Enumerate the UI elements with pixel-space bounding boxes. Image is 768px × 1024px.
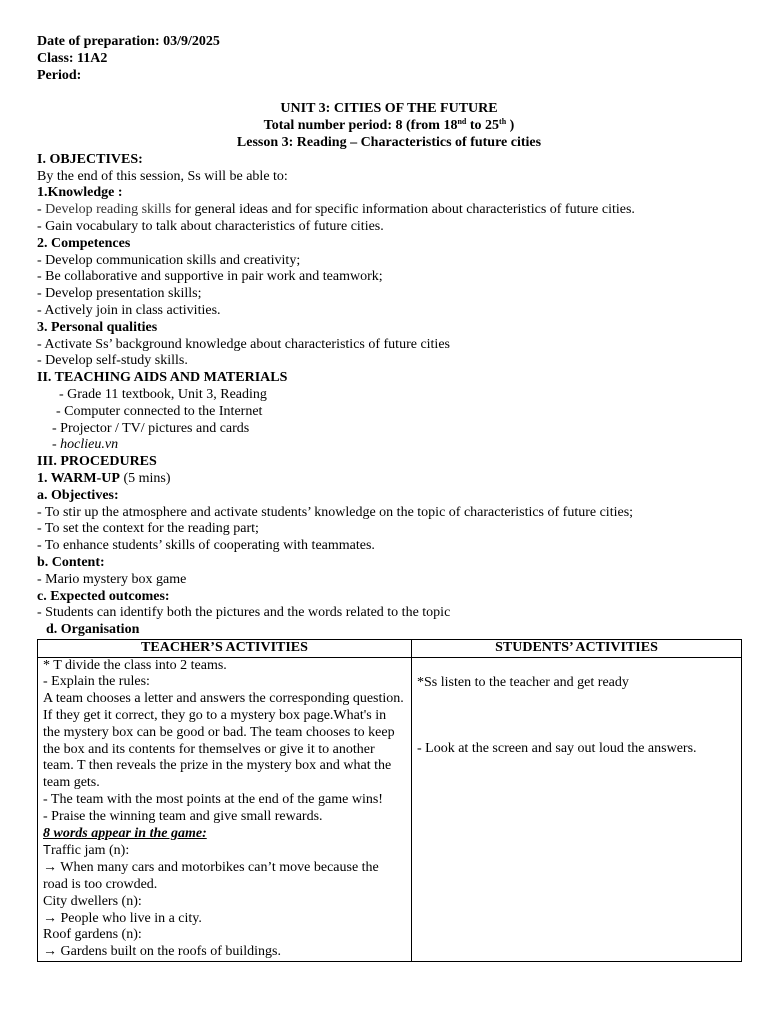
- students-activities-header: STUDENTS’ ACTIVITIES: [412, 639, 742, 657]
- teacher-activities-header: TEACHER’S ACTIVITIES: [38, 639, 412, 657]
- organisation-heading: d. Organisation: [46, 622, 140, 638]
- objectives-heading: I. OBJECTIVES:: [37, 151, 143, 167]
- competences-heading: 2. Competences: [37, 235, 131, 251]
- period-label: Period:: [37, 67, 82, 83]
- teacher-step: - The team with the most points at the end of the game wins!: [43, 792, 383, 808]
- total-periods: Total number period: 8 (from 18nd to 25th ): [263, 117, 515, 134]
- outcomes-heading: c. Expected outcomes:: [37, 588, 170, 604]
- class-label: Class: 11A2: [37, 50, 108, 66]
- preparation-date: Date of preparation: 03/9/2025: [37, 34, 220, 49]
- word-definition: → When many cars and motorbikes can’t move because the road is too crowded.: [43, 860, 379, 893]
- procedures-heading: III. PROCEDURES: [37, 454, 157, 470]
- teacher-step: * T divide the class into 2 teams.: [43, 657, 227, 673]
- content-heading: b. Content:: [37, 554, 105, 570]
- table-header-row: [38, 639, 742, 657]
- warmup-objective: - To enhance students’ skills of cooperating with teammates.: [37, 538, 375, 554]
- lesson-plan-page: [37, 34, 741, 962]
- warmup-objective: - To set the context for the reading part;: [37, 521, 259, 537]
- warmup-heading: 1. WARM-UP (5 mins): [37, 470, 171, 486]
- content-item: - Mario mystery box game: [37, 571, 187, 587]
- table-row: [38, 657, 742, 961]
- word-definition: → Gardens built on the roofs of buildings.: [43, 944, 281, 960]
- knowledge-item: - Gain vocabulary to talk about characteristics of future cities.: [37, 218, 384, 234]
- knowledge-item: - Develop reading skills for general ideas and for specific information about characteristics of future cities.: [37, 202, 635, 218]
- word-term: Traffic jam (n):: [43, 842, 130, 859]
- warmup-objectives-heading: a. Objectives:: [37, 487, 119, 503]
- material-item: - Projector / TV/ pictures and cards: [52, 420, 250, 436]
- teacher-activities-cell: [38, 657, 412, 961]
- students-activities-cell: [412, 657, 742, 961]
- competence-item: - Develop presentation skills;: [37, 286, 202, 302]
- qualities-heading: 3. Personal qualities: [37, 319, 158, 335]
- competence-item: - Develop communication skills and creativity;: [37, 252, 301, 268]
- teacher-rules: A team chooses a letter and answers the corresponding question. If they get it correct, they go to a mystery box page.What's in the mystery box can be good or bad. The team chooses to keep the box and its contents for themselves or give it to another team. T then reveals the prize in the mystery box and what the team gets.: [43, 691, 404, 791]
- student-step: - Look at the screen and say out loud the answers.: [417, 741, 697, 757]
- material-item: - hoclieu.vn: [52, 437, 119, 453]
- unit-title: UNIT 3: CITIES OF THE FUTURE: [280, 101, 498, 117]
- warmup-objective: - To stir up the atmosphere and activate students’ knowledge on the topic of characteristics of future cities;: [37, 504, 634, 520]
- word-definition: → People who live in a city.: [43, 910, 202, 926]
- teacher-step: - Explain the rules:: [43, 674, 150, 690]
- objectives-intro: By the end of this session, Ss will be able to:: [37, 168, 288, 184]
- material-item: - Grade 11 textbook, Unit 3, Reading: [59, 386, 267, 402]
- student-step: *Ss listen to the teacher and get ready: [417, 674, 629, 690]
- competence-item: - Be collaborative and supportive in pair work and teamwork;: [37, 269, 383, 285]
- lesson-title: Lesson 3: Reading – Characteristics of future cities: [236, 134, 542, 150]
- competence-item: - Actively join in class activities.: [37, 302, 221, 318]
- knowledge-heading: 1.Knowledge :: [37, 185, 123, 201]
- quality-item: - Activate Ss’ background knowledge about characteristics of future cities: [37, 336, 450, 352]
- outcomes-item: - Students can identify both the pictures and the words related to the topic: [37, 605, 451, 621]
- quality-item: - Develop self-study skills.: [37, 353, 188, 369]
- materials-heading: II. TEACHING AIDS AND MATERIALS: [37, 370, 288, 386]
- word-term: Roof gardens (n):: [43, 927, 142, 943]
- teacher-step: - Praise the winning team and give small rewards.: [43, 808, 323, 824]
- word-term: City dwellers (n):: [43, 893, 142, 909]
- activities-table: [37, 639, 742, 962]
- words-heading: 8 words appear in the game:: [43, 825, 207, 841]
- material-item: - Computer connected to the Internet: [56, 403, 263, 419]
